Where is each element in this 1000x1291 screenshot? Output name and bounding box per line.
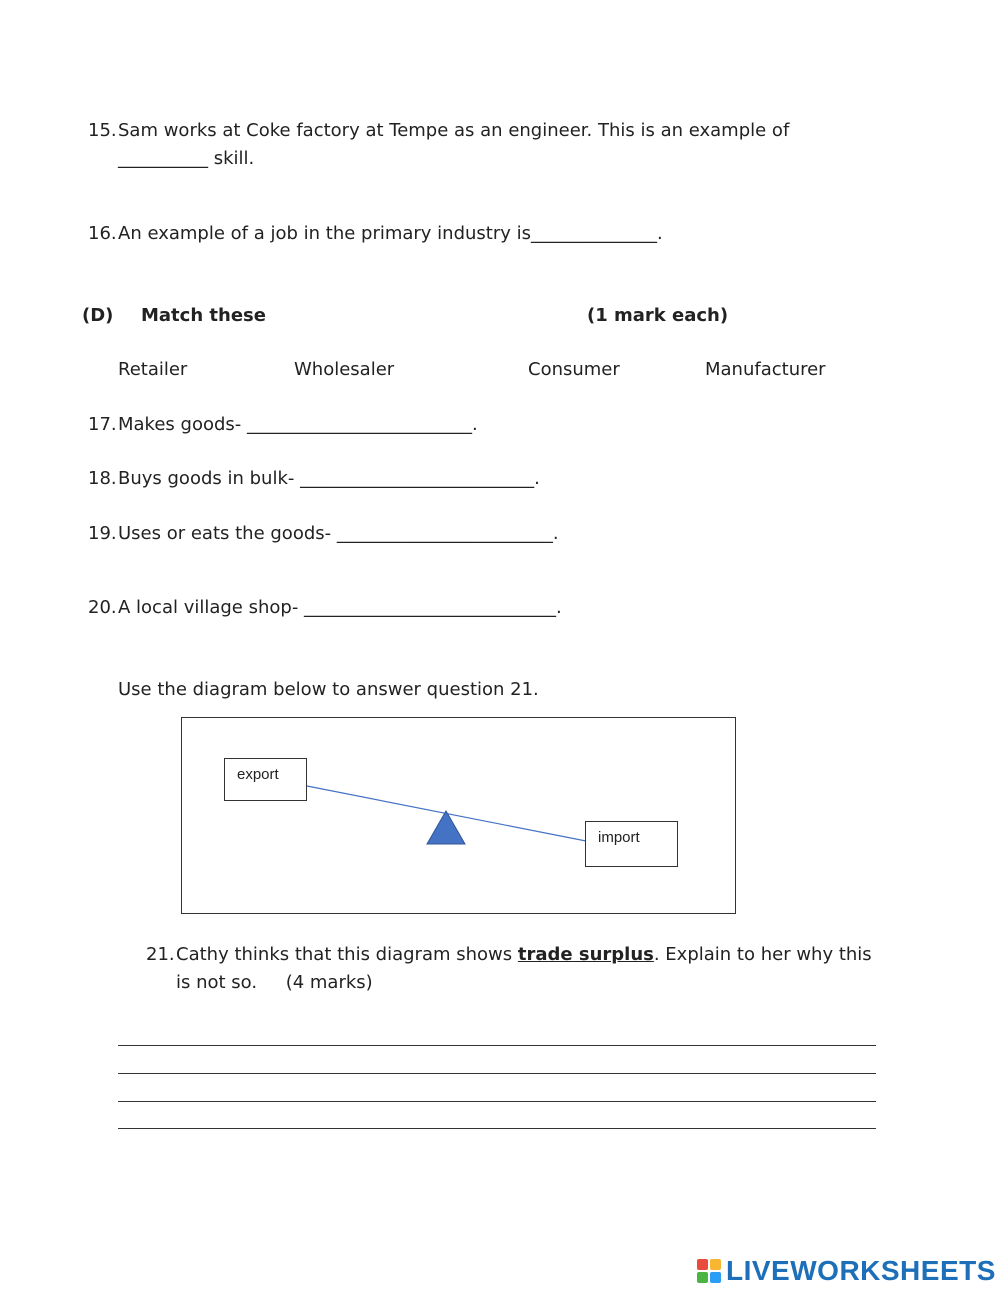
answer-line-4[interactable] (118, 1128, 876, 1129)
trade-balance-diagram (181, 717, 736, 914)
logo-square-green (697, 1272, 708, 1283)
option-manufacturer: Manufacturer (705, 359, 826, 380)
question-15-number: 15. (88, 120, 117, 141)
question-19-number: 19. (88, 523, 117, 544)
liveworksheets-icon (697, 1259, 721, 1283)
answer-line-1[interactable] (118, 1045, 876, 1046)
answer-line-2[interactable] (118, 1073, 876, 1074)
option-consumer: Consumer (528, 359, 620, 380)
question-18-text: Buys goods in bulk- __________________________. (118, 468, 540, 489)
liveworksheets-wordmark: LIVEWORKSHEETS (726, 1255, 996, 1286)
question-21-post: . Explain to her why this (653, 944, 872, 965)
answer-line-3[interactable] (118, 1101, 876, 1102)
section-d-label: (D) (82, 305, 114, 326)
question-20-number: 20. (88, 597, 117, 618)
logo-square-yellow (710, 1259, 721, 1270)
question-21-line2: is not so. (4 marks) (176, 972, 373, 993)
question-21-text (176, 943, 872, 967)
balance-beam-graphic (182, 718, 737, 915)
logo-square-blue (710, 1272, 721, 1283)
option-retailer: Retailer (118, 359, 188, 380)
question-16-text: An example of a job in the primary industry is______________. (118, 223, 663, 244)
export-box: export (224, 758, 307, 801)
diagram-intro: Use the diagram below to answer question 21. (118, 679, 539, 700)
question-16-number: 16. (88, 223, 117, 244)
question-21-pre: Cathy thinks that this diagram shows (176, 944, 518, 965)
liveworksheets-logo (697, 1253, 996, 1289)
option-wholesaler: Wholesaler (294, 359, 395, 380)
question-18-number: 18. (88, 468, 117, 489)
section-d-marks: (1 mark each) (587, 305, 729, 326)
question-21-number: 21. (146, 944, 175, 965)
import-box: import (585, 821, 678, 867)
section-d-title: Match these (141, 305, 266, 326)
question-20-text: A local village shop- ____________________________. (118, 597, 562, 618)
question-17-number: 17. (88, 414, 117, 435)
question-17-text: Makes goods- _________________________. (118, 414, 478, 435)
question-15-text: Sam works at Coke factory at Tempe as an engineer. This is an example of (118, 120, 790, 141)
question-19-text: Uses or eats the goods- ________________________. (118, 523, 559, 544)
logo-square-red (697, 1259, 708, 1270)
trade-surplus-term: trade surplus (517, 944, 654, 965)
question-15-blank-line: __________ skill. (118, 148, 255, 169)
